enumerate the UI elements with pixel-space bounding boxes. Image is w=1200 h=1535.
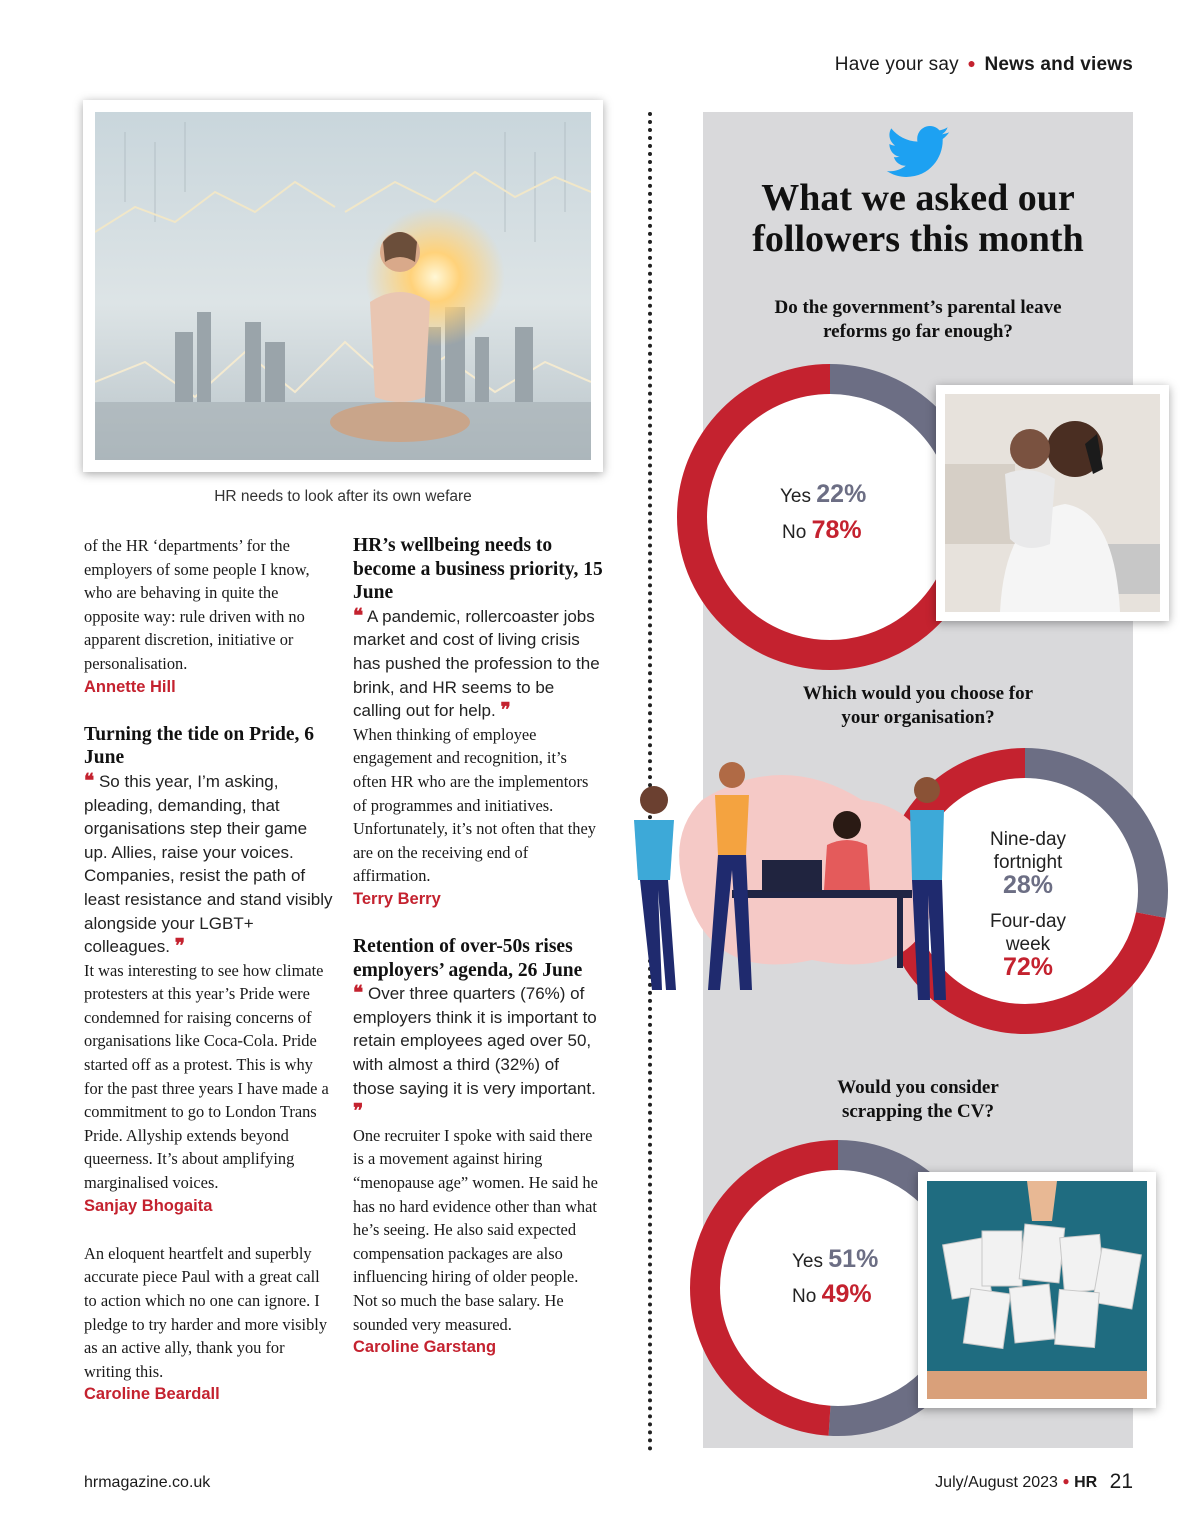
close-quote-icon: ❞ <box>174 936 185 958</box>
letter-heading: HR’s wellbeing needs to become a business priority, 15 June <box>353 535 603 604</box>
letter-heading: Turning the tide on Pride, 6 June <box>84 723 315 769</box>
letter-body: It was interesting to see how climate protesters at this year’s Pride were condemned for raising concerns of organisations like Coca-Cola. Pride started off as a protest. This is why for the past three years I have made a commitment to go to London Trans Pride. Allyship extends beyond queerness. It’s about amplifying marginalised voices. <box>84 960 329 1193</box>
legend-label: Yes <box>780 486 811 507</box>
letter-body: One recruiter I spoke with said there is a movement against hiring “menopause age” women. He said he has no hard evidence other than what he’s seeing. He also said expected compensation packages are also influencing hiring of older people. Not so much the base salary. He sounded very measured. <box>353 1125 598 1334</box>
legend-value: 22% <box>816 480 867 508</box>
letter-pull-quote <box>84 770 334 959</box>
father-baby-image <box>945 394 1160 612</box>
page-number: 21 <box>1109 1470 1133 1493</box>
bullet-dot: ● <box>1062 1474 1070 1488</box>
father-baby-photo <box>936 385 1169 621</box>
donut-legend-yes <box>780 480 866 509</box>
pull-quote-text: Over three quarters (76%) of employers think it is important to retain employees aged over 50, with almost a third (32%) of those saying it is very important. <box>353 984 597 1098</box>
letter-author: Terry Berry <box>353 889 441 908</box>
letter-author: Annette Hill <box>84 677 176 696</box>
legend-label: Yes <box>792 1251 823 1272</box>
poll-title: What we asked our followers this month <box>752 177 1084 260</box>
legend-label: Four-day week <box>989 911 1067 955</box>
legend-value: 28% <box>1002 871 1054 899</box>
legend-label: Nine-day fortnight <box>989 829 1067 873</box>
cv-stack-photo <box>918 1172 1156 1408</box>
open-quote-icon: ❝ <box>353 605 364 627</box>
poll-question: Would you consider scrapping the CV? <box>837 1077 999 1122</box>
open-quote-icon: ❝ <box>353 983 364 1005</box>
close-quote-icon: ❞ <box>353 1101 364 1123</box>
letter-pull-quote <box>353 982 603 1124</box>
letter-author: Caroline Beardall <box>84 1385 220 1404</box>
letter-pull-quote <box>353 605 603 723</box>
footer-issue-info <box>935 1470 1133 1494</box>
open-quote-icon: ❝ <box>84 770 95 792</box>
letter-body: When thinking of employee engagement and recognition, it’s often HR who are the implementors of programmes and initiatives. Unfortunately, it’s not often that they are on the receiving end of affirmation. <box>353 724 596 886</box>
pull-quote-text: So this year, I’m asking, pleading, demanding, that organisations step their game up. Allies, raise your voices. Companies, resist the path of least resistance and stand visibly alongside your LGBT+ colleagues. <box>84 771 333 957</box>
twitter-bird-icon <box>886 126 950 178</box>
donut-legend-no <box>792 1280 872 1309</box>
footer-website[interactable]: hrmagazine.co.uk <box>84 1474 211 1491</box>
brand-mark: HR <box>1074 1474 1098 1491</box>
letter-body: An eloquent heartfelt and superbly accurate piece Paul with a great call to action which no one can ignore. I pledge to try harder and more visibly as an active ally, thank you for writing this. <box>84 1243 328 1381</box>
letters-column-left <box>84 534 334 1407</box>
poll-question: Do the government’s parental leave reforms go far enough? <box>774 297 1062 342</box>
letter-body: of the HR ‘departments’ for the employers of some people I know, who are behaving in quite the opposite way: rule driven with no apparent discretion, initiative or personalisation. <box>84 536 310 673</box>
section-label: Have your say <box>834 54 959 75</box>
letter-heading: Retention of over-50s rises employers’ agenda, 26 June <box>353 936 583 981</box>
legend-label: No <box>792 1286 817 1307</box>
donut-legend-four-day <box>978 910 1078 979</box>
pull-quote-text: A pandemic, rollercoaster jobs market and cost of living crisis has pushed the profession to the brink, and HR seems to be calling out for help. <box>353 606 600 721</box>
office-team-illustration <box>612 760 972 1010</box>
meditation-photo <box>83 100 603 472</box>
legend-value: 78% <box>811 516 862 544</box>
legend-value: 72% <box>1002 953 1054 981</box>
poll-question: Which would you choose for your organisation? <box>802 683 1034 728</box>
donut-legend-yes <box>792 1245 878 1274</box>
letters-column-right <box>353 534 603 1360</box>
legend-label: No <box>782 522 807 543</box>
legend-value: 49% <box>821 1280 872 1308</box>
bullet-dot: ● <box>967 55 976 71</box>
letter-author: Caroline Garstang <box>353 1338 497 1357</box>
letter-author: Sanjay Bhogaita <box>84 1196 213 1215</box>
legend-value: 51% <box>828 1245 879 1273</box>
close-quote-icon: ❞ <box>500 700 511 722</box>
photo-caption: HR needs to look after its own wefare <box>214 488 472 505</box>
donut-legend-no <box>782 516 862 545</box>
section-header <box>835 54 1133 76</box>
section-title: News and views <box>984 54 1133 75</box>
issue-date: July/August 2023 <box>935 1474 1058 1491</box>
donut-legend-nine-day <box>978 828 1078 897</box>
meditation-photo-image <box>95 112 591 460</box>
cv-stack-image <box>927 1181 1147 1399</box>
